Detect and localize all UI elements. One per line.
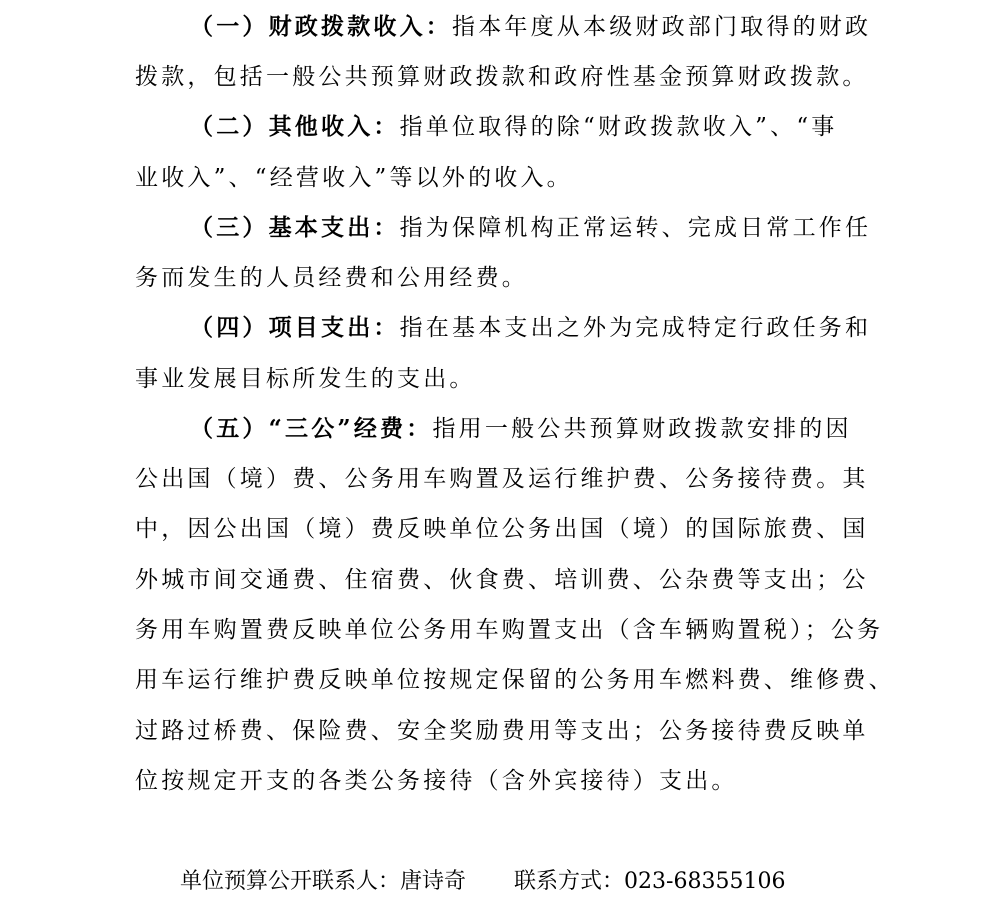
paragraph-5-line-6: 用车运行维护费反映单位按规定保留的公务用车燃料费、维修费、 [135,667,895,693]
paragraph-1-line-2: 拨款，包括一般公共预算财政拨款和政府性基金预算财政拨款。 [135,64,869,90]
contact-footer [180,868,785,896]
paragraph-3-line-1 [190,213,871,243]
paragraph-3-text: 指为保障机构正常运转、完成日常工作任 [399,215,872,241]
paragraph-2-text: 指单位取得的除“财政拨款收入”、“事 [399,114,838,140]
paragraph-5-line-7: 过路过桥费、保险费、安全奖励费用等支出；公务接待费反映单 [135,718,869,744]
paragraph-2-line-1 [190,112,837,142]
paragraph-5-text: 指用一般公共预算财政拨款安排的因 [432,416,852,442]
paragraph-1-text: 指本年度从本级财政部门取得的财政 [452,14,872,40]
paragraph-2-line-2: 业收入”、“经营收入”等以外的收入。 [135,165,573,191]
paragraph-1-label: （一）财政拨款收入： [190,13,452,40]
paragraph-4-text: 指在基本支出之外为完成特定行政任务和 [399,315,872,341]
paragraph-4-line-1 [190,313,871,343]
paragraph-5-line-4: 外城市间交通费、住宿费、伙食费、培训费、公杂费等支出；公 [135,567,869,593]
paragraph-5-label: （五）“三公”经费： [190,415,433,442]
contact-method-label: 联系方式： [514,869,625,894]
paragraph-4-label: （四）项目支出： [190,314,400,341]
paragraph-5-line-2: 公出国（境）费、公务用车购置及运行维护费、公务接待费。其 [135,466,869,492]
paragraph-3-label: （三）基本支出： [190,214,400,241]
contact-phone: 023-68355106 [624,869,786,894]
paragraph-5-line-3: 中，因公出国（境）费反映单位公务出国（境）的国际旅费、国 [135,516,869,542]
paragraph-4-line-2: 事业发展目标所发生的支出。 [135,366,476,392]
paragraph-5-line-1 [190,414,852,444]
paragraph-1-line-1 [190,12,871,42]
paragraph-5-line-5: 务用车购置费反映单位公务用车购置支出（含车辆购置税）；公务 [135,617,884,643]
contact-label: 单位预算公开联系人： [180,869,401,894]
paragraph-3-line-2: 务而发生的人员经费和公用经费。 [135,265,528,291]
paragraph-2-label: （二）其他收入： [190,113,400,140]
contact-name: 唐诗奇 [400,869,467,894]
paragraph-5-line-8: 位按规定开支的各类公务接待（含外宾接待）支出。 [135,768,738,794]
